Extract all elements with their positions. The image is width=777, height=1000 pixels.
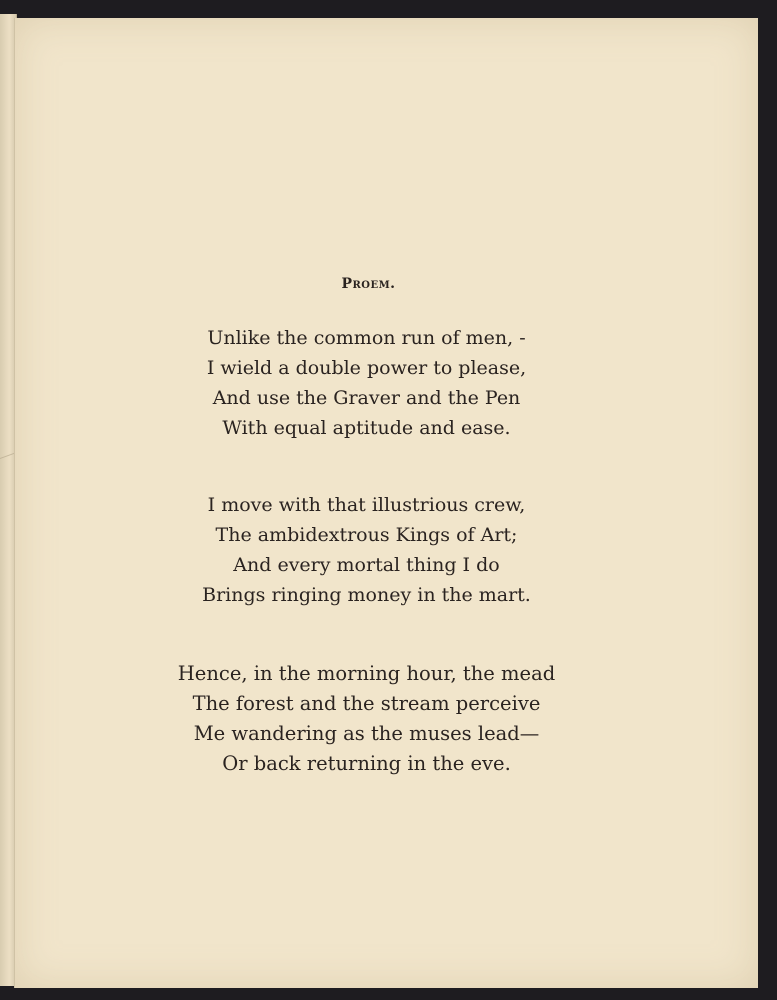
poem-line: The forest and the stream perceive: [192, 692, 541, 715]
poem-line: Unlike the common run of men, -: [207, 327, 526, 349]
poem-title: Proem.: [341, 276, 396, 292]
poem-line: The ambidextrous Kings of Art;: [215, 524, 518, 546]
poem-line: Brings ringing money in the mart.: [202, 584, 531, 606]
stanza-3: [0, 659, 738, 779]
poem-line: Me wandering as the muses lead—: [193, 722, 540, 745]
poem-line: And use the Graver and the Pen: [212, 387, 521, 409]
stanza-1: [0, 323, 738, 443]
poem-line: Or back returning in the eve.: [222, 752, 511, 775]
book-page: [14, 18, 758, 988]
poem-line: Hence, in the morning hour, the mead: [177, 662, 556, 685]
poem-line: I move with that illustrious crew,: [207, 494, 526, 516]
poem-line: With equal aptitude and ease.: [222, 417, 511, 439]
stanza-2: [0, 490, 738, 610]
poem-line: And every mortal thing I do: [233, 554, 500, 576]
poem-line: I wield a double power to please,: [206, 357, 527, 379]
